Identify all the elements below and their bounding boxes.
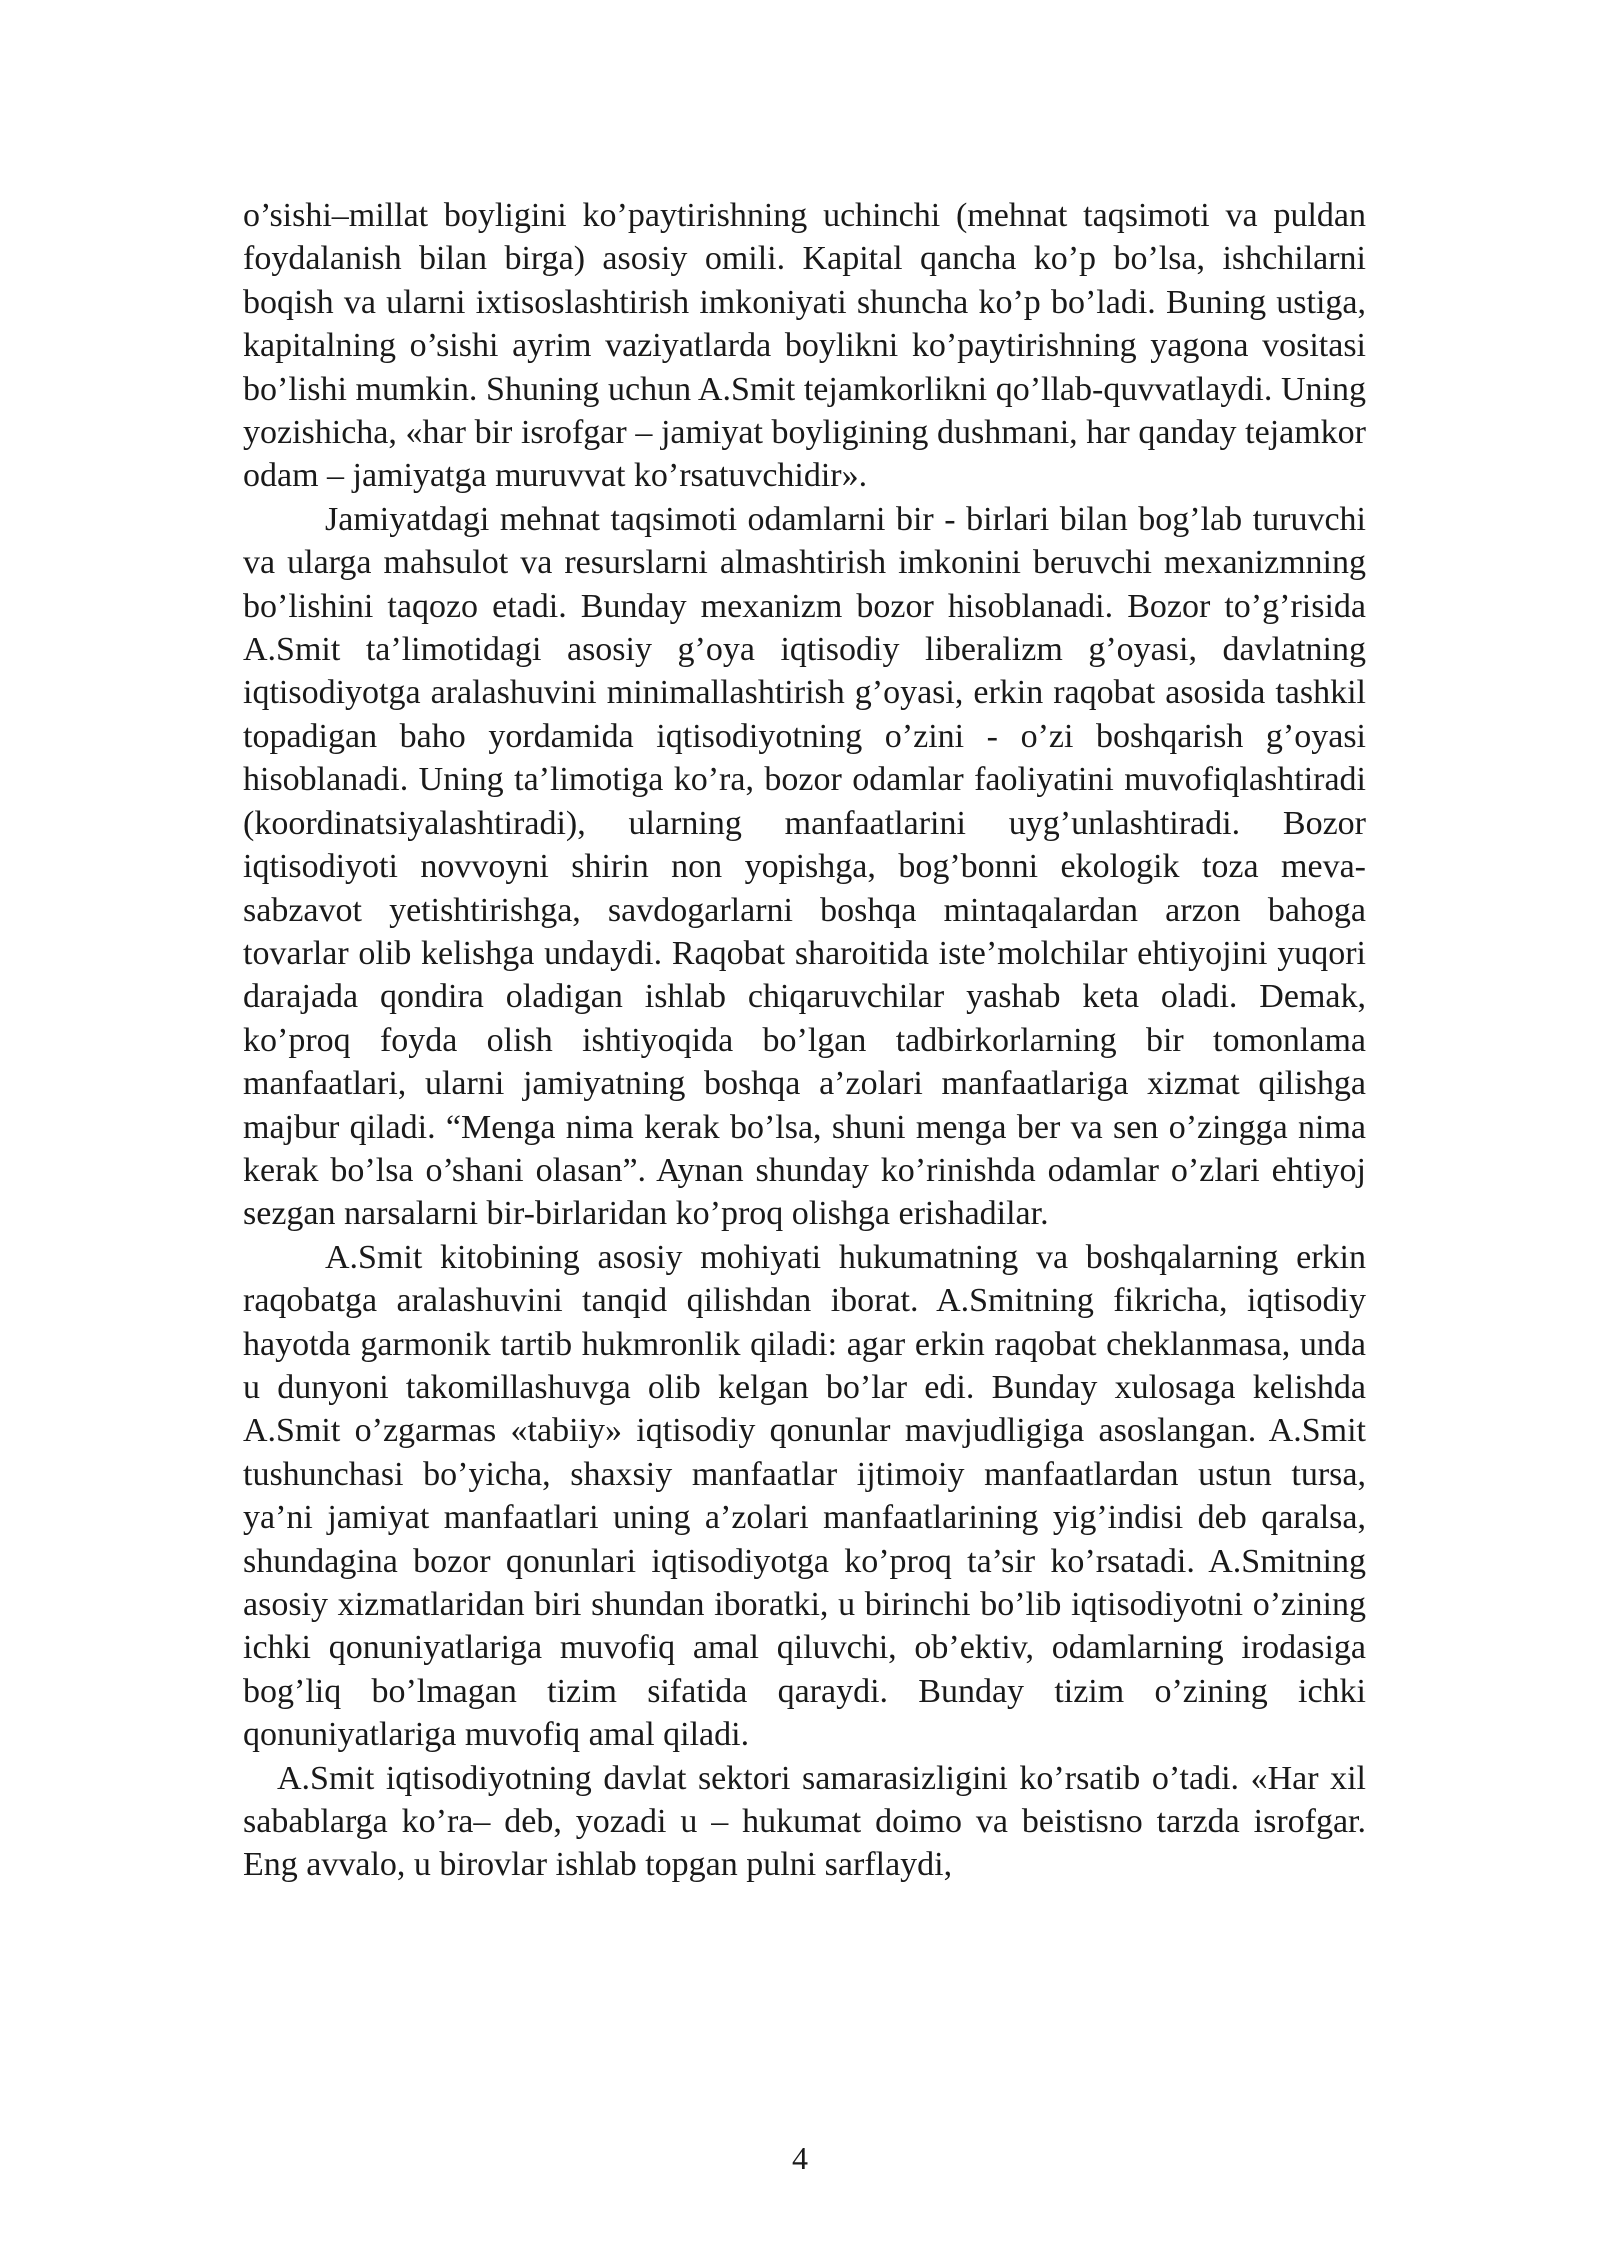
paragraph-2: Jamiyatdagi mehnat taqsimoti odamlarni bir - birlari bilan bog’lab turuvchi va ularga mahsulot va resurslarni almashtirish imkonini beruvchi mexanizmning bo’lishini taqozo etadi. Bunday mexanizm bozor hisoblanadi. Bozor to’g’risida A.Smit ta’limotidagi asosiy g’oya iqtisodiy liberalizm g’oyasi, davlatning iqtisodiyotga aralashuvini minimallashtirish g’oyasi, erkin raqobat asosida tashkil topadigan baho yordamida iqtisodiyotning o’zini - o’zi boshqarish g’oyasi hisoblanadi. Uning ta’limotiga ko’ra, bozor odamlar faoliyatini muvofiqlashtiradi (koordinatsiyalashtiradi), ularning manfaatlarini uyg’unlashtiradi. Bozor iqtisodiyoti novvoyni shirin non yopishga, bog’bonni ekologik toza meva-sabzavot yetishtirishga, savdogarlarni boshqa mintaqalardan arzon bahoga tovarlar olib kelishga undaydi. Raqobat sharoitida iste’molchilar ehtiyojini yuqori darajada qondira oladigan ishlab chiqaruvchilar yashab keta oladi. Demak, ko’proq foyda olish ishtiyoqida bo’lgan tadbirkorlarning bir tomonlama manfaatlari, ularni jamiyatning boshqa a’zolari manfaatlariga xizmat qilishga majbur qiladi. “Menga nima kerak bo’lsa, shuni menga ber va sen o’zingga nima kerak bo’lsa o’shani olasan”. Aynan shunday ko’rinishda odamlar o’zlari ehtiyoj sezgan narsalarni bir-birlaridan ko’proq olishga erishadilar. <box>243 500 1366 1233</box>
page-number: 4 <box>792 2140 808 2176</box>
paragraph-3: A.Smit kitobining asosiy mohiyati hukumatning va boshqalarning erkin raqobatga aralashuvini tanqid qilishdan iborat. A.Smitning fikricha, iqtisodiy hayotda garmonik tartib hukmronlik qiladi: agar erkin raqobat cheklanmasa, unda u dunyoni takomillashuvga olib kelgan bo’lar edi. Bunday xulosaga kelishda A.Smit o’zgarmas «tabiiy» iqtisodiy qonunlar mavjudligiga asoslangan. A.Smit tushunchasi bo’yicha, shaxsiy manfaatlar ijtimoiy manfaatlardan ustun tursa, ya’ni jamiyat manfaatlari uning a’zolari manfaatlarining yig’indisi deb qaralsa, shundagina bozor qonunlari iqtisodiyotga ko’proq ta’sir ko’rsatadi. A.Smitning asosiy xizmatlaridan biri shundan iboratki, u birinchi bo’lib iqtisodiyotni o’zining ichki qonuniyatlariga muvofiq amal qiluvchi, ob’ektiv, odamlarning irodasiga bog’liq bo’lmagan tizim sifatida qaraydi. Bunday tizim o’zining ichki qonuniyatlariga muvofiq amal qiladi. <box>243 1238 1366 1754</box>
paragraph-4: A.Smit iqtisodiyotning davlat sektori samarasizligini ko’rsatib o’tadi. «Har xil sabablarga ko’ra– deb, yozadi u – hukumat doimo va beistisno tarzda isrofgar. Eng avvalo, u birovlar ishlab topgan pulni sarflaydi, <box>243 1759 1366 1884</box>
paragraph-1: o’sishi–millat boyligini ko’paytirishning uchinchi (mehnat taqsimoti va puldan foydalanish bilan birga) asosiy omili. Kapital qancha ko’p bo’lsa, ishchilarni boqish va ularni ixtisoslashtirish imkoniyati shuncha ko’p bo’ladi. Buning ustiga, kapitalning o’sishi ayrim vaziyatlarda boylikni ko’paytirishning yagona vositasi bo’lishi mumkin. Shuning uchun A.Smit tejamkorlikni qo’llab-quvvatlaydi. Uning yozishicha, «har bir isrofgar – jamiyat boyligining dushmani, har qanday tejamkor odam – jamiyatga muruvvat ko’rsatuvchidir». <box>243 197 1366 495</box>
body-text <box>243 194 1366 1887</box>
